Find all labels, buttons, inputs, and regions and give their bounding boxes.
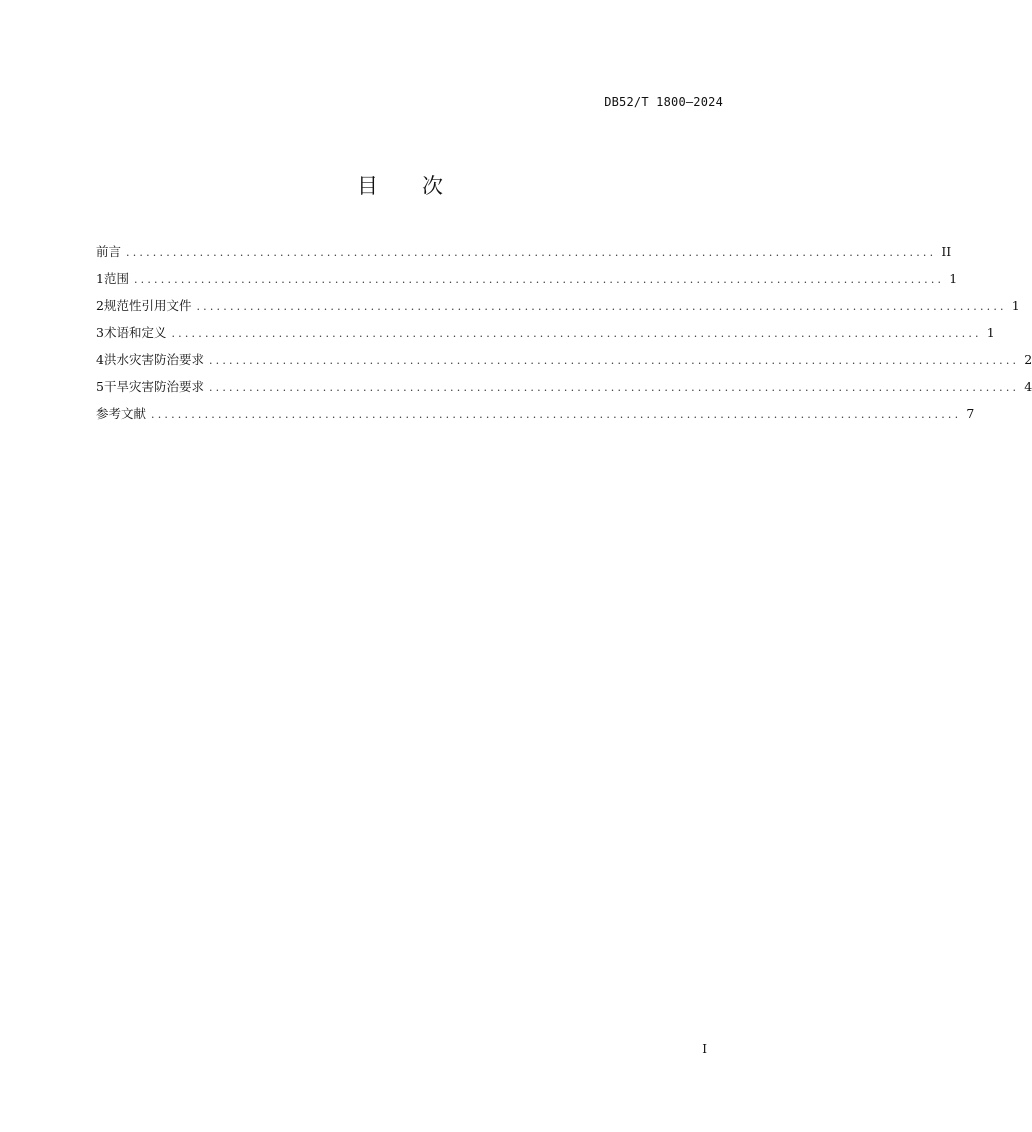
toc-list [96, 242, 1032, 431]
toc-item-page: 4 [1024, 379, 1032, 394]
toc-leader-dots: ......................................................................................................................... [126, 246, 937, 259]
toc-item-label: 参考文献 [96, 406, 147, 421]
toc-title [0, 170, 800, 200]
toc-item-bibliography[interactable] [96, 404, 975, 431]
toc-item-number: 1 [96, 271, 104, 286]
toc-item-page: 1 [986, 325, 995, 340]
toc-item-scope[interactable] [96, 269, 958, 296]
toc-item-terms-definitions[interactable] [96, 323, 995, 350]
toc-item-label: 洪水灾害防治要求 [103, 352, 204, 367]
toc-leader-dots: ......................................................................................................................... [133, 273, 945, 286]
toc-item-label: 前言 [96, 244, 122, 259]
toc-item-drought-prevention[interactable] [96, 377, 1032, 404]
toc-leader-dots: ......................................................................................................................... [208, 381, 1020, 394]
toc-item-number: 5 [96, 379, 104, 394]
toc-title-left: 目 [357, 174, 378, 198]
toc-item-flood-prevention[interactable] [96, 350, 1032, 377]
toc-item-normative-references[interactable] [96, 296, 1020, 323]
toc-item-label: 术语和定义 [103, 325, 167, 340]
toc-leader-dots: ......................................................................................................................... [151, 408, 962, 421]
page-number: I [702, 1042, 707, 1056]
toc-leader-dots: ......................................................................................................................... [171, 327, 982, 340]
toc-item-page: 1 [949, 271, 958, 286]
toc-item-page: II [941, 244, 952, 259]
toc-item-label: 范围 [103, 271, 129, 286]
toc-item-page: 1 [1011, 298, 1020, 313]
toc-item-foreword[interactable] [96, 242, 952, 269]
document-code: DB52/T 1800—2024 [604, 95, 723, 109]
toc-item-number: 4 [96, 352, 104, 367]
toc-item-page: 7 [966, 406, 975, 421]
toc-item-page: 2 [1024, 352, 1032, 367]
toc-item-number: 2 [96, 298, 104, 313]
toc-leader-dots: ......................................................................................................................... [208, 354, 1020, 367]
toc-item-label: 干旱灾害防治要求 [103, 379, 204, 394]
toc-item-number: 3 [96, 325, 104, 340]
toc-title-right: 次 [422, 174, 443, 198]
toc-leader-dots: ......................................................................................................................... [196, 300, 1007, 313]
toc-item-label: 规范性引用文件 [103, 298, 192, 313]
